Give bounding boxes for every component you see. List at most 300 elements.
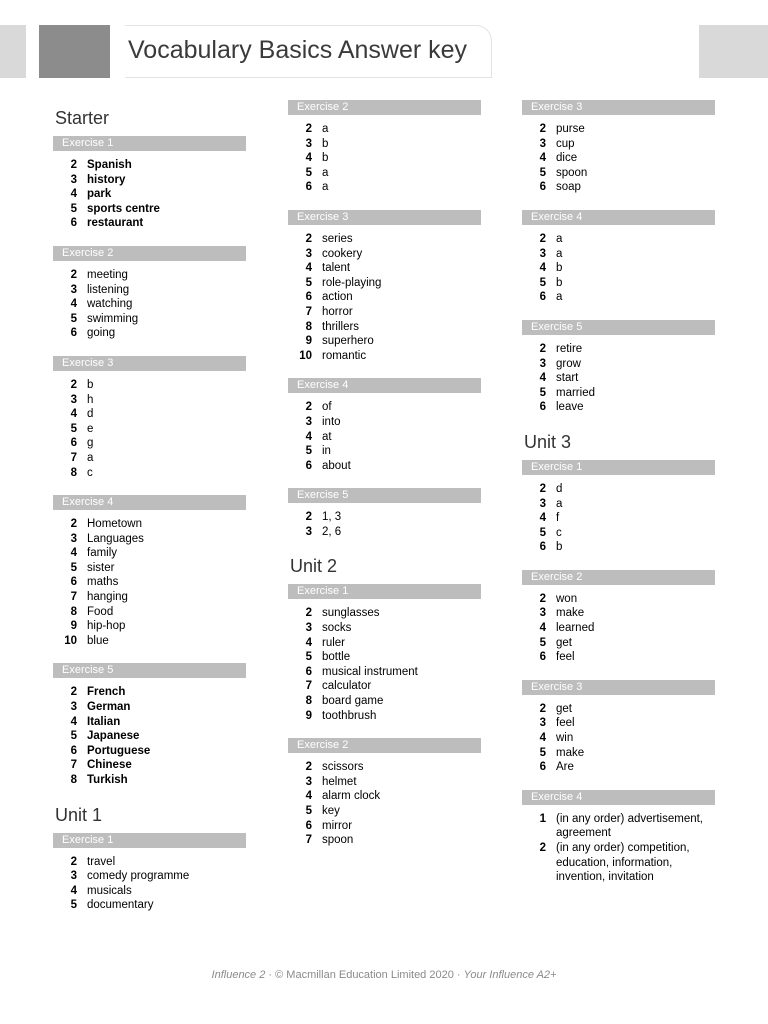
answer-number: 5 (539, 166, 546, 179)
answer-text: key (322, 805, 340, 817)
page-title: Vocabulary Basics Answer key (128, 36, 468, 64)
answer-text: sister (87, 561, 115, 574)
exercise-header: Exercise 4 (522, 210, 715, 225)
exercise-header: Exercise 4 (288, 378, 481, 393)
answer-text: purse (556, 123, 585, 135)
answer-text: cup (556, 137, 575, 150)
answer-number: 5 (305, 805, 312, 817)
answer-item (53, 546, 246, 561)
answer-item (53, 158, 246, 173)
answer-text: make (556, 746, 585, 759)
answer-item (53, 575, 246, 590)
answer-number: 3 (70, 173, 77, 186)
answer-text: Languages (87, 532, 144, 545)
answer-text: meeting (87, 268, 128, 281)
answer-item (288, 232, 481, 247)
answer-number: 8 (70, 466, 77, 479)
answer-number: 5 (305, 166, 312, 179)
answer-number: 3 (70, 532, 77, 545)
answer-number: 6 (305, 291, 312, 304)
answer-number: 4 (70, 547, 77, 560)
answer-column-3 (522, 100, 715, 900)
answer-number: 3 (539, 717, 546, 730)
section-heading: Unit 2 (290, 556, 338, 577)
answer-text: at (322, 430, 332, 443)
answer-text: b (556, 262, 563, 275)
answer-number: 4 (70, 715, 77, 728)
answer-text: soap (556, 181, 581, 194)
answer-item (522, 526, 715, 541)
answer-item (53, 517, 246, 532)
answer-item (522, 122, 715, 137)
answer-list (288, 503, 481, 539)
answer-number: 3 (305, 137, 312, 150)
answer-number: 4 (305, 430, 312, 443)
answer-item (53, 422, 246, 437)
exercise-header: Exercise 4 (522, 790, 715, 805)
answer-number: 6 (539, 291, 546, 304)
answer-item (522, 400, 715, 415)
answer-text: about (322, 459, 351, 472)
answer-item (53, 466, 246, 481)
answer-text: action (322, 291, 353, 304)
answer-list (522, 335, 715, 415)
answer-text: f (556, 512, 560, 525)
answer-item (53, 283, 246, 298)
answer-item (288, 122, 481, 137)
answer-text: c (556, 526, 562, 539)
exercise-header: Exercise 5 (288, 488, 481, 503)
answer-text: a (322, 181, 329, 194)
answer-number: 2 (70, 855, 77, 868)
answer-number: 4 (305, 152, 312, 165)
answer-list (288, 393, 481, 473)
answer-text: alarm clock (322, 790, 381, 803)
answer-item (53, 561, 246, 576)
answer-item (53, 407, 246, 422)
answer-text: c (87, 466, 93, 479)
answer-number: 3 (70, 870, 77, 883)
answer-item (288, 305, 481, 320)
answer-list (53, 510, 246, 648)
answer-text: Portuguese (87, 744, 151, 757)
header-decoration-square (39, 25, 110, 78)
answer-text: (in any order) advertisement, agreement (556, 812, 704, 840)
answer-item (53, 590, 246, 605)
answer-item (53, 268, 246, 283)
exercise-header: Exercise 3 (522, 680, 715, 695)
answer-item (522, 841, 715, 885)
exercise-header: Exercise 1 (288, 584, 481, 599)
answer-text: a (556, 291, 563, 304)
answer-number: 6 (305, 181, 312, 194)
answer-text: win (556, 732, 574, 745)
answer-item (522, 592, 715, 607)
answer-number: 5 (70, 202, 77, 215)
answer-number: 4 (70, 188, 77, 201)
footer-book: Influence 2 (211, 969, 266, 981)
answer-text: hip-hop (87, 620, 126, 633)
answer-text: grow (556, 357, 581, 370)
answer-item (288, 459, 481, 474)
exercise-header: Exercise 3 (522, 100, 715, 115)
answer-item (522, 636, 715, 651)
answer-list (288, 115, 481, 195)
answer-item (522, 812, 715, 841)
answer-text: into (322, 415, 341, 428)
answer-number: 7 (305, 305, 312, 318)
answer-item (288, 166, 481, 181)
answer-text: comedy programme (87, 870, 190, 883)
exercise-header: Exercise 2 (522, 570, 715, 585)
answer-text: a (322, 123, 329, 135)
answer-number: 8 (70, 774, 77, 786)
answer-text: series (322, 232, 353, 245)
answer-item (288, 665, 481, 680)
answer-item (288, 775, 481, 790)
answer-text: documentary (87, 899, 154, 912)
answer-item (522, 746, 715, 761)
answer-text: thrillers (322, 320, 360, 333)
answer-text: restaurant (87, 217, 144, 230)
answer-number: 2 (539, 232, 546, 245)
answer-column-1 (53, 100, 246, 928)
answer-item (53, 634, 246, 649)
answer-number: 4 (305, 790, 312, 803)
answer-number: 3 (539, 357, 546, 370)
answer-item (288, 606, 481, 621)
answer-item (288, 400, 481, 415)
answer-number: 6 (539, 181, 546, 194)
answer-item (522, 511, 715, 526)
answer-item (522, 606, 715, 621)
answer-list (53, 261, 246, 341)
answer-number: 6 (70, 576, 77, 589)
answer-item (288, 415, 481, 430)
answer-list (288, 225, 481, 363)
answer-number: 3 (539, 497, 546, 510)
answer-item (53, 773, 246, 788)
answer-number: 7 (70, 451, 77, 464)
answer-item (53, 605, 246, 620)
footer-edition: Your Influence A2+ (463, 969, 557, 981)
answer-number: 6 (70, 327, 77, 340)
exercise-header: Exercise 3 (288, 210, 481, 225)
answer-number: 3 (305, 247, 312, 260)
answer-text: get (556, 636, 572, 649)
answer-text: a (556, 497, 563, 510)
answer-text: musicals (87, 884, 132, 897)
answer-number: 2 (305, 232, 312, 245)
answer-text: married (556, 386, 595, 399)
answer-list (288, 753, 481, 848)
answer-item (53, 202, 246, 217)
answer-number: 5 (305, 651, 312, 664)
answer-item (288, 444, 481, 459)
answer-text: a (556, 232, 563, 245)
answer-text: history (87, 173, 126, 186)
answer-item (522, 357, 715, 372)
answer-number: 5 (70, 730, 77, 743)
exercise-header: Exercise 4 (53, 495, 246, 510)
answer-item (53, 700, 246, 715)
answer-number: 6 (539, 651, 546, 664)
answer-text: bottle (322, 651, 351, 664)
answer-number: 3 (70, 701, 77, 714)
answer-text: romantic (322, 349, 367, 362)
answer-number: 2 (539, 342, 546, 355)
answer-text: feel (556, 717, 575, 730)
answer-number: 6 (305, 459, 312, 472)
answer-number: 2 (70, 159, 77, 171)
answer-number: 9 (305, 335, 312, 348)
answer-text: cookery (322, 247, 363, 260)
answer-text: b (87, 378, 94, 391)
answer-text: French (87, 686, 126, 699)
answer-number: 7 (70, 759, 77, 772)
section-heading: Starter (55, 108, 110, 128)
answer-list (53, 678, 246, 787)
answer-number: 3 (539, 137, 546, 150)
answer-item (288, 320, 481, 335)
exercise-header: Exercise 1 (522, 460, 715, 475)
answer-item (522, 342, 715, 357)
answer-number: 6 (70, 437, 77, 450)
answer-item (522, 137, 715, 152)
answer-number: 6 (70, 744, 77, 757)
answer-text: watching (87, 298, 133, 311)
answer-text: Japanese (87, 730, 140, 743)
answer-number: 4 (70, 408, 77, 421)
answer-item (53, 216, 246, 231)
answer-item (53, 312, 246, 327)
answer-item (522, 650, 715, 665)
answer-item (53, 326, 246, 341)
answer-item (53, 532, 246, 547)
answer-number: 2 (539, 702, 546, 715)
answer-list (522, 225, 715, 305)
answer-text: scissors (322, 761, 364, 774)
answer-item (522, 180, 715, 195)
answer-text: b (556, 541, 563, 554)
answer-item (522, 540, 715, 555)
answer-list (53, 371, 246, 480)
header-decoration-left (0, 25, 26, 78)
answer-text: mirror (322, 819, 353, 832)
footer-copyright: · © Macmillan Education Limited 2020 · (265, 969, 464, 981)
answer-text: maths (87, 576, 119, 589)
answer-text: d (556, 482, 563, 495)
section-heading: Unit 3 (524, 431, 572, 452)
answer-text: superhero (322, 335, 374, 348)
answer-item (288, 510, 481, 525)
answer-number: 1 (539, 812, 546, 825)
answer-item (522, 232, 715, 247)
answer-number: 3 (305, 622, 312, 635)
answer-item (522, 621, 715, 636)
answer-item (522, 760, 715, 775)
answer-item (288, 276, 481, 291)
answer-number: 2 (539, 482, 546, 495)
answer-number: 4 (539, 512, 546, 525)
answer-item (53, 855, 246, 870)
answer-text: swimming (87, 312, 139, 325)
answer-item (53, 451, 246, 466)
answer-item (53, 715, 246, 730)
answer-item (53, 436, 246, 451)
answer-text: won (556, 592, 578, 605)
answer-item (53, 619, 246, 634)
answer-text: g (87, 437, 94, 450)
answer-text: Turkish (87, 774, 128, 786)
answer-item (53, 685, 246, 700)
answer-item (288, 349, 481, 364)
answer-item (288, 819, 481, 834)
answer-number: 6 (70, 217, 77, 230)
answer-text: in (322, 445, 331, 458)
answer-item (522, 247, 715, 262)
answer-text: talent (322, 262, 351, 275)
answer-number: 5 (70, 561, 77, 574)
answer-number: 7 (305, 834, 312, 847)
answer-text: calculator (322, 680, 372, 693)
answer-text: board game (322, 695, 384, 708)
answer-text: of (322, 401, 332, 414)
answer-text: a (87, 451, 94, 464)
answer-item (288, 833, 481, 848)
answer-text: blue (87, 634, 109, 647)
answer-item (522, 276, 715, 291)
answer-number: 2 (70, 518, 77, 531)
answer-text: (in any order) competition, education, information, invention, invitation (556, 842, 690, 884)
answer-item (522, 497, 715, 512)
answer-number: 4 (539, 622, 546, 635)
answer-text: sports centre (87, 202, 160, 215)
answer-number: 6 (539, 541, 546, 554)
answer-number: 9 (305, 709, 312, 722)
answer-number: 8 (70, 605, 77, 618)
answer-number: 3 (539, 607, 546, 620)
answer-list (522, 475, 715, 555)
answer-item (288, 694, 481, 709)
answer-number: 4 (539, 372, 546, 385)
answer-number: 6 (539, 761, 546, 774)
answer-text: sunglasses (322, 607, 380, 620)
exercise-header: Exercise 5 (522, 320, 715, 335)
answer-item (522, 166, 715, 181)
answer-number: 8 (305, 695, 312, 708)
answer-text: b (322, 152, 329, 165)
answer-number: 6 (305, 819, 312, 832)
answer-list (53, 848, 246, 913)
answer-item (522, 371, 715, 386)
answer-number: 6 (539, 401, 546, 414)
answer-item (288, 621, 481, 636)
answer-number: 4 (305, 262, 312, 275)
answer-item (522, 151, 715, 166)
answer-number: 4 (70, 298, 77, 311)
answer-number: 5 (70, 312, 77, 325)
answer-number: 2 (305, 607, 312, 620)
answer-item (53, 898, 246, 913)
answer-number: 5 (539, 276, 546, 289)
answer-number: 10 (64, 634, 77, 647)
section-heading: Unit 1 (55, 804, 103, 825)
answer-text: h (87, 393, 94, 406)
answer-text: make (556, 607, 585, 620)
answer-list (522, 805, 715, 885)
answer-number: 4 (539, 732, 546, 745)
answer-list (53, 151, 246, 231)
answer-number: 4 (539, 262, 546, 275)
answer-number: 3 (305, 525, 312, 538)
answer-text: b (556, 276, 563, 289)
answer-text: Food (87, 605, 114, 618)
answer-item (288, 636, 481, 651)
answer-item (288, 679, 481, 694)
answer-column-2 (288, 100, 481, 863)
answer-number: 4 (70, 884, 77, 897)
answer-item (53, 869, 246, 884)
answer-number: 3 (305, 775, 312, 788)
answer-text: e (87, 422, 94, 435)
answer-text: Hometown (87, 518, 142, 531)
answer-text: helmet (322, 775, 357, 788)
answer-list (522, 695, 715, 775)
answer-item (288, 151, 481, 166)
answer-text: a (322, 166, 329, 179)
answer-item (288, 760, 481, 775)
answer-number: 5 (539, 526, 546, 539)
answer-item (53, 297, 246, 312)
answer-number: 7 (70, 591, 77, 604)
header-decoration-right (699, 25, 768, 78)
answer-number: 2 (539, 592, 546, 605)
exercise-header: Exercise 3 (53, 356, 246, 371)
answer-number: 5 (70, 899, 77, 912)
answer-text: feel (556, 651, 575, 664)
answer-text: d (87, 408, 94, 421)
answer-item (522, 261, 715, 276)
answer-number: 3 (70, 393, 77, 406)
answer-item (288, 709, 481, 724)
answer-text: spoon (556, 166, 588, 179)
answer-item (53, 378, 246, 393)
answer-number: 5 (539, 386, 546, 399)
exercise-header: Exercise 2 (288, 738, 481, 753)
page-footer (0, 969, 768, 981)
answer-text: leave (556, 401, 584, 414)
answer-text: dice (556, 152, 578, 165)
answer-text: listening (87, 283, 130, 296)
answer-item (288, 290, 481, 305)
answer-text: spoon (322, 834, 354, 847)
answer-number: 2 (305, 401, 312, 414)
answer-item (288, 789, 481, 804)
answer-text: start (556, 372, 579, 385)
answer-text: horror (322, 305, 353, 318)
answer-item (53, 884, 246, 899)
exercise-header: Exercise 2 (53, 246, 246, 261)
answer-item (288, 525, 481, 540)
answer-number: 3 (70, 283, 77, 296)
answer-text: German (87, 701, 131, 714)
answer-number: 2 (70, 268, 77, 281)
exercise-header: Exercise 2 (288, 100, 481, 115)
answer-text: toothbrush (322, 709, 377, 722)
answer-text: hanging (87, 591, 128, 604)
answer-item (288, 650, 481, 665)
